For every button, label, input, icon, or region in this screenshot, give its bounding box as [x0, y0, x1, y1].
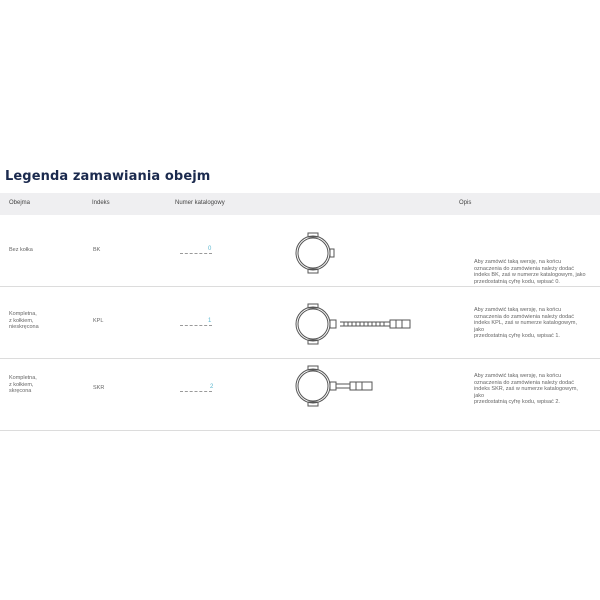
- description-line: Aby zamówić taką wersję, na końcu: [474, 307, 562, 313]
- description-line: przedostatnią cyfrę kodu, wpisać 2.: [474, 399, 560, 405]
- index-code: SKR: [93, 385, 105, 391]
- catalog-number-placeholder: [180, 325, 212, 326]
- catalog-digit: 2: [210, 384, 214, 390]
- catalog-number-placeholder: [180, 253, 212, 254]
- ordering-legend-table: [0, 193, 600, 431]
- description-line: indeks KPL, zaś w numerze katalogowym, jako: [474, 320, 578, 333]
- catalog-number-placeholder: [180, 391, 212, 392]
- description-line: indeks SKR, zaś w numerze katalogowym, jako: [474, 386, 578, 399]
- description: [474, 307, 586, 340]
- description-line: oznaczenia do zamówienia należy dodać: [474, 379, 574, 386]
- description-line: oznaczenia do zamówienia należy dodać: [474, 265, 574, 272]
- clamp-type: [9, 375, 37, 395]
- clamp-type-line: Kompletna,: [9, 311, 37, 317]
- clamp-skr-drawing: [290, 361, 390, 411]
- header-obejma: Obejma: [9, 200, 31, 206]
- header-indeks: Indeks: [92, 200, 110, 206]
- catalog-digit: 1: [208, 318, 212, 324]
- clamp-type-line: skręcona: [9, 388, 32, 394]
- clamp-type: [9, 311, 39, 331]
- page-title: Legenda zamawiania obejm: [5, 169, 211, 184]
- description-line: oznaczenia do zamówienia należy dodać: [474, 313, 574, 320]
- clamp-bk-drawing: [290, 230, 350, 278]
- description: [474, 259, 586, 285]
- index-code: BK: [93, 247, 101, 253]
- table-row: [0, 287, 600, 359]
- description-line: indeks BK, zaś w numerze katalogowym, jako: [474, 272, 586, 278]
- description-line: przedostatnią cyfrę kodu, wpisać 0.: [474, 278, 560, 285]
- table-row: [0, 215, 600, 287]
- description-line: przedostatnią cyfrę kodu, wpisać 1.: [474, 333, 560, 339]
- clamp-type-line: z kołkiem,: [9, 381, 34, 388]
- header-numer: Numer katalogowy: [175, 200, 225, 206]
- clamp-type-line: Bez kołka: [9, 247, 33, 253]
- description-line: Aby zamówić taką wersję, na końcu: [474, 373, 562, 379]
- clamp-type-line: Kompletna,: [9, 375, 37, 381]
- clamp-type: [9, 247, 33, 254]
- header-opis: Opis: [459, 200, 472, 206]
- description-line: Aby zamówić taką wersję, na końcu: [474, 259, 562, 265]
- description: [474, 373, 586, 406]
- table-row: [0, 359, 600, 431]
- clamp-type-line: nieskręcona: [9, 324, 39, 330]
- clamp-type-line: z kołkiem,: [9, 317, 34, 324]
- index-code: KPL: [93, 318, 104, 324]
- clamp-kpl-drawing: [290, 301, 420, 349]
- table-header: [0, 193, 600, 215]
- catalog-digit: 0: [208, 246, 212, 252]
